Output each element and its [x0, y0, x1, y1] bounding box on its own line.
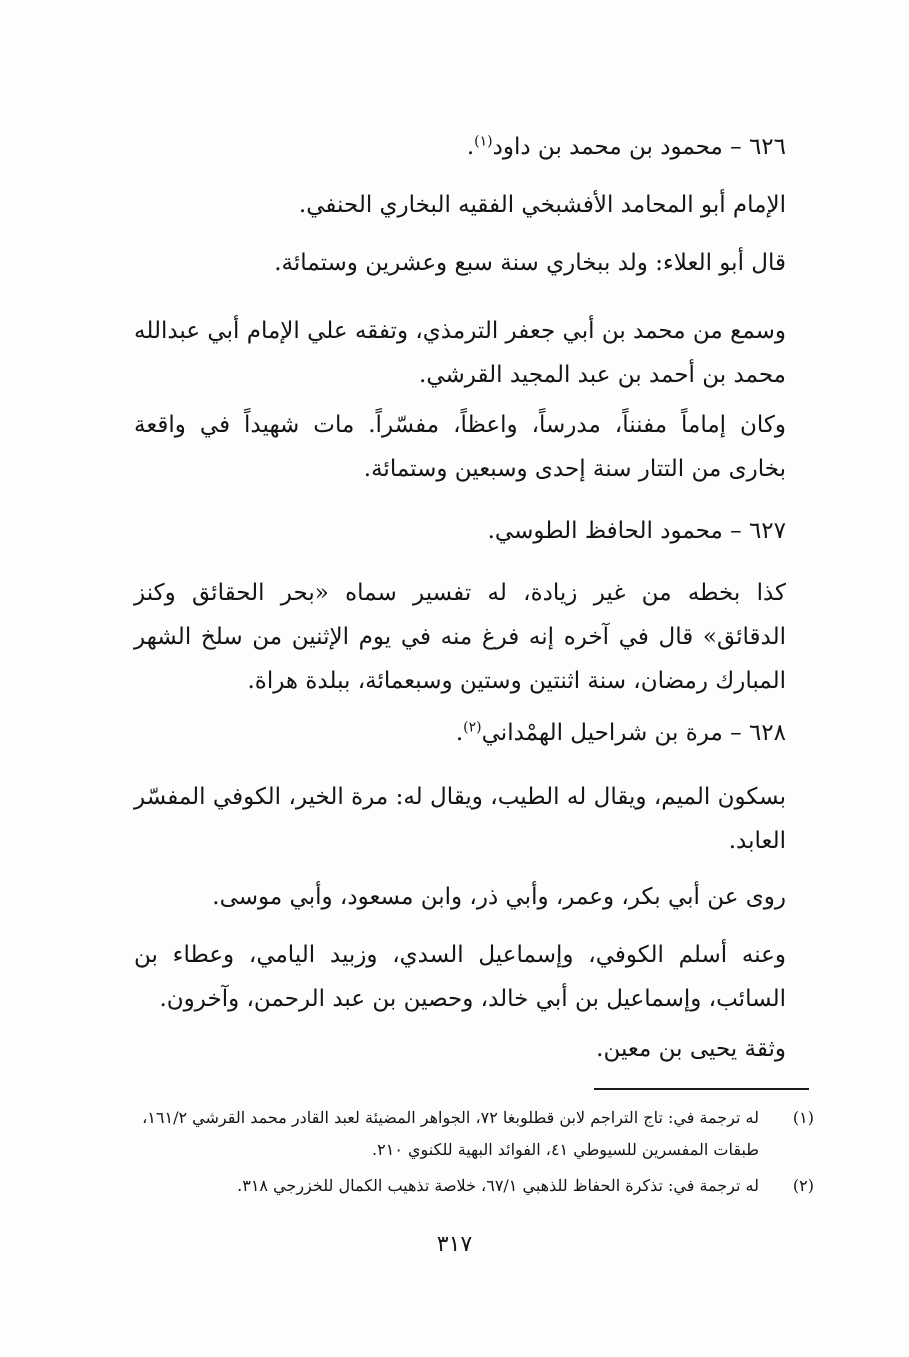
entry-627-paragraph: كذا بخطه من غير زيادة، له تفسير سماه «بحر الحقائق وكنز الدقائق» قال في آخره إنه فرغ منه في يوم الإثنين من سلخ الشهر المبارك رمضان، سنة اثنتين وستين وسبعمائة، ببلدة هراة. [134, 580, 786, 694]
entry-626-paragraph: وسمع من محمد بن أبي جعفر الترمذي، وتفقه علي الإمام أبي عبدالله محمد بن أحمد بن عبد المجيد القرشي. [134, 318, 786, 388]
entry-626-paragraph: قال أبو العلاء: ولد ببخاري سنة سبع وعشرين وستمائة. [274, 250, 786, 276]
footnote-item [134, 1102, 814, 1166]
entry-628-title-text: ٦٢٨ – مرة بن شراحيل الهمْداني [481, 720, 786, 746]
entry-628-paragraph: وثقة يحيى بن معين. [596, 1036, 786, 1062]
footnote-text: له ترجمة في: تذكرة الحفاظ للذهبي ٦٧/١، خلاصة تذهيب الكمال للخزرجي ٣١٨. [237, 1176, 759, 1195]
entry-628-paragraph: بسكون الميم، ويقال له الطيب، ويقال له: مرة الخير، الكوفي المفسّر العابد. [134, 784, 786, 854]
entry-626-title-text: ٦٢٦ – محمود بن محمد بن داود [492, 134, 786, 160]
footnote-ref-1: (١) [474, 133, 493, 150]
footnotes [134, 1102, 814, 1202]
entry-626-paragraph: وكان إماماً مفنناً، مدرساً، واعظاً، مفسّراً. مات شهيداً في واقعة بخارى من التتار سنة إحدى وسبعين وستمائة. [134, 412, 786, 482]
page-number: ٣١٧ [436, 1232, 473, 1257]
entry-626-paragraph: الإمام أبو المحامد الأفشبخي الفقيه البخاري الحنفي. [298, 192, 786, 218]
entry-626-title [134, 125, 814, 169]
footnote-text: له ترجمة في: تاج التراجم لابن قطلوبغا ٧٢، الجواهر المضيئة لعبد القادر محمد القرشي ١٦١/٢، طبقات المفسرين للسيوطي ٤١، الفوائد البهية للكنوي ٢١٠. [142, 1108, 759, 1159]
footnote-number: (٢) [792, 1176, 814, 1195]
entry-628-paragraph: وعنه أسلم الكوفي، وإسماعيل السدي، وزبيد اليامي، وعطاء بن السائب، وإسماعيل بن أبي خالد، وحصين بن عبد الرحمن، وآخرون. [134, 942, 786, 1012]
entry-628-paragraph: روى عن أبي بكر، وعمر، وأبي ذر، وابن مسعود، وأبي موسى. [212, 884, 786, 910]
entry-627-title: ٦٢٧ – محمود الحافظ الطوسي. [487, 518, 786, 544]
entry-626-title-end: . [466, 134, 475, 160]
footnote-divider [594, 1088, 809, 1090]
entry-628-title-end: . [455, 720, 464, 746]
footnote-ref-2: (٢) [463, 719, 482, 736]
footnote-item [134, 1170, 814, 1202]
entry-628-title [134, 711, 814, 755]
footnote-number: (١) [792, 1108, 814, 1127]
